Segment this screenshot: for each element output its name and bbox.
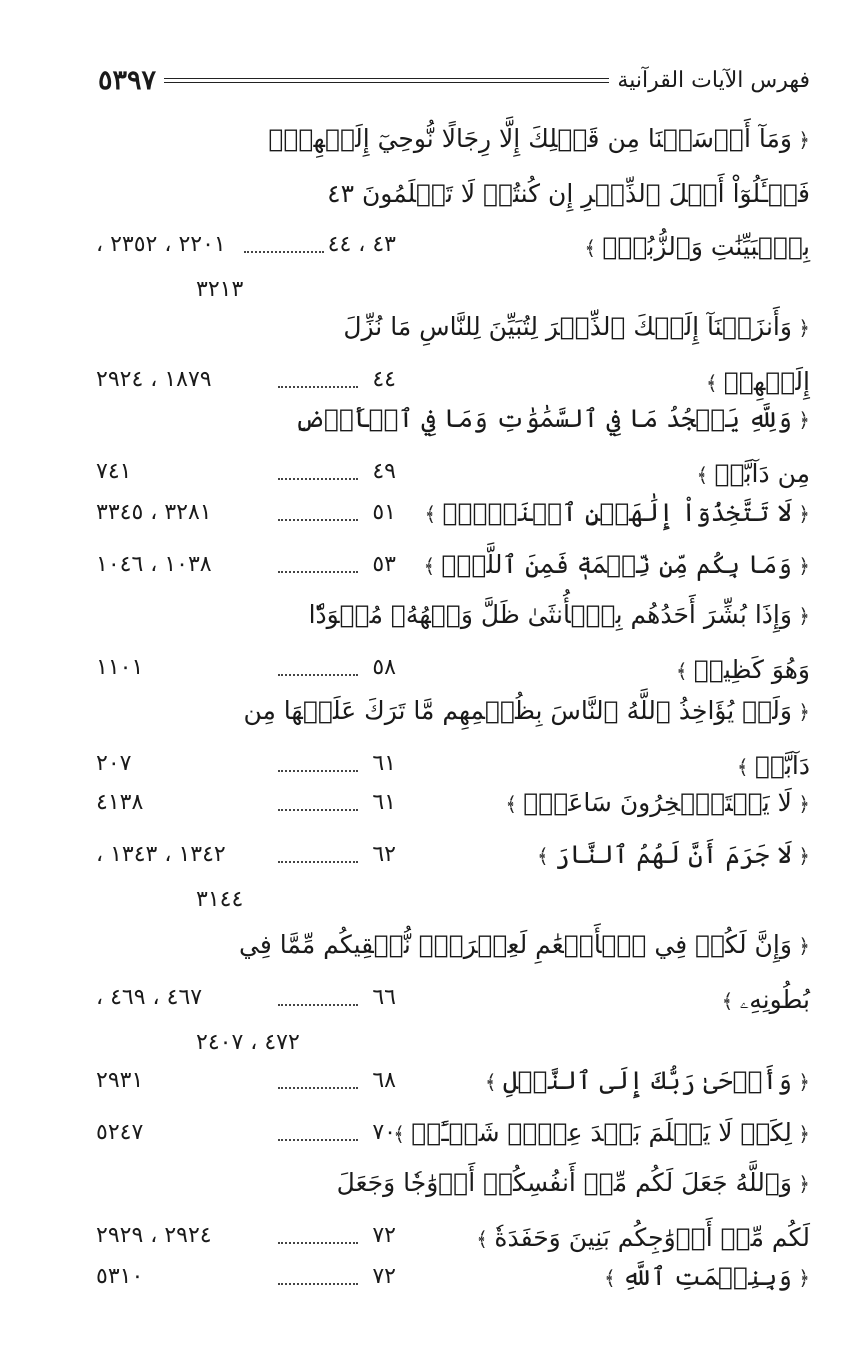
closing-bracket-ornament: ﴾ (476, 1227, 495, 1251)
verse-text (423, 538, 810, 593)
closing-bracket-ornament: ﴾ (705, 371, 724, 395)
hadith-references: ٤١٣٨ (96, 789, 144, 815)
reference-row (96, 1112, 396, 1152)
ayah-number: ٧٢ (372, 1222, 396, 1248)
dot-leader (278, 386, 358, 388)
dot-leader (278, 1242, 358, 1244)
verse-line (393, 1106, 810, 1161)
closing-bracket-ornament: ﴾ (423, 554, 442, 578)
reference-row (96, 451, 396, 491)
ayah-number: ٤٣ ، ٤٤ (327, 231, 396, 257)
hadith-references: ٤٦٧ ، ٤٦٩ ، (96, 984, 203, 1010)
closing-bracket-ornament: ﴾ (505, 792, 524, 816)
ayah-number: ٧٢ (372, 1263, 396, 1289)
verse-line-text: لِكَيۡ لَا يَعۡلَمَ بَعۡدَ عِلۡمٖ شَيۡـًٔاۚ (411, 1118, 792, 1147)
dot-leader (278, 1283, 358, 1285)
opening-bracket-ornament: ﴿ (791, 792, 810, 816)
reference-row (96, 1256, 396, 1296)
hadith-references: ٥٣١٠ (96, 1263, 144, 1289)
dot-leader (278, 674, 358, 676)
ayah-number: ٦١ (372, 789, 396, 815)
reference-row (96, 743, 396, 783)
opening-bracket-ornament: ﴿ (791, 316, 810, 340)
dot-leader (278, 1139, 358, 1141)
verse-text (393, 1106, 810, 1161)
verse-line-text: لَا يَسۡتَـٔۡخِرُونَ سَاعَةٗۖ (523, 788, 792, 817)
verse-line-text: لَا جَرَمَ أَنَّ لَهُمُ ٱلنَّارَ (555, 840, 792, 869)
verse-line (430, 220, 810, 275)
hadith-references: ٥٢٤٧ (96, 1119, 144, 1145)
closing-bracket-ornament: ﴾ (696, 463, 715, 487)
closing-bracket-ornament: ﴾ (536, 844, 556, 868)
closing-bracket-ornament: ﴾ (675, 659, 694, 683)
verse-line-text: فَسۡـَٔلُوٓاْ أَهۡلَ ٱلذِّكۡرِ إِن كُنتُمۡ لَا تَعۡلَمُونَ ٤٣ (327, 179, 810, 208)
dot-leader (278, 1004, 358, 1006)
closing-bracket-ornament: ﴾ (721, 989, 740, 1013)
verse-line (336, 1156, 810, 1211)
closing-bracket-ornament: ﴾ (604, 1266, 623, 1290)
ayah-number: ٦٨ (372, 1067, 396, 1093)
hadith-references: ٢٩٣١ (96, 1067, 144, 1093)
verse-line (308, 588, 810, 643)
hadith-references: ١٠٣٨ ، ١٠٤٦ (96, 551, 212, 577)
opening-bracket-ornament: ﴿ (791, 128, 810, 152)
reference-row (96, 1060, 396, 1100)
hadith-references: ٧٤١ (96, 458, 132, 484)
opening-bracket-ornament: ﴿ (791, 502, 810, 526)
verse-line (327, 167, 810, 220)
hadith-references-continued: ٣٢١٣ (196, 277, 244, 302)
ayah-number: ٥٨ (372, 654, 396, 680)
verse-line (430, 828, 810, 883)
reference-row (96, 834, 396, 874)
ayah-number: ٦٦ (372, 984, 396, 1010)
verse-line-text: وَأَوۡحَىٰ رَبُّكَ إِلَى ٱلنَّحۡلِ (502, 1066, 792, 1095)
verse-line (430, 776, 810, 831)
verse-line-text: وَهُوَ كَظِيمٞ (693, 655, 810, 684)
hadith-references-continued: ٤٧٢ ، ٢٤٠٧ (196, 1030, 300, 1055)
verse-line-text: دَآبَّةٖ (754, 751, 810, 780)
dot-leader (278, 519, 358, 521)
reference-row (96, 492, 396, 532)
verse-line-text: وَأَنزَلۡنَآ إِلَيۡكَ ٱلذِّكۡرَ لِتُبَيِّنَ لِلنَّاسِ مَا نُزِّلَ (343, 312, 792, 341)
opening-bracket-ornament: ﴿ (791, 1122, 810, 1146)
verse-line (430, 973, 810, 1028)
verse-text (430, 776, 810, 831)
dot-leader (244, 251, 324, 253)
dot-leader (278, 770, 358, 772)
ayah-number: ٥٣ (372, 551, 396, 577)
verse-line (430, 1054, 810, 1109)
verse-line-text: وَمَا بِكُم مِّن نِّعۡمَةٖ فَمِنَ ٱللَّهِۖ (441, 550, 792, 579)
reference-row (96, 977, 396, 1017)
verse-line-text: وَإِنَّ لَكُمۡ فِي ٱلۡأَنۡعَٰمِ لَعِبۡرَةٗۖ نُّسۡقِيكُم مِّمَّا فِي (239, 930, 792, 959)
opening-bracket-ornament: ﴿ (791, 844, 810, 868)
verse-text (430, 1054, 810, 1109)
verse-line (430, 1250, 810, 1305)
index-title: فهرس الآيات القرآنية (617, 67, 810, 93)
verse-line-text: لَكُم مِّنۡ أَزۡوَٰجِكُم بَنِينَ وَحَفَدَةٗ (494, 1223, 810, 1252)
ayah-number: ٥١ (372, 499, 396, 525)
verse-line (243, 684, 810, 739)
closing-bracket-ornament: ﴾ (736, 755, 755, 779)
verse-line-text: وَلِلَّهِ يَسۡجُدُ مَا فِي ٱلسَّمَٰوَٰتِ وَمَا فِي ٱلۡأَرۡضِ (294, 404, 792, 433)
closing-bracket-ornament: ﴾ (393, 1122, 412, 1146)
verse-line-text: وَمَآ أَرۡسَلۡنَا مِن قَبۡلِكَ إِلَّا رِجَالًا نُّوحِيٓ إِلَيۡهِمۡۚ (268, 124, 792, 153)
verse-line (424, 486, 810, 541)
closing-bracket-ornament: ﴾ (584, 236, 603, 260)
closing-bracket-ornament: ﴾ (424, 502, 443, 526)
closing-bracket-ornament: ﴾ (484, 1070, 503, 1094)
opening-bracket-ornament: ﴿ (791, 1070, 810, 1094)
opening-bracket-ornament: ﴿ (791, 1172, 810, 1196)
reference-row (96, 224, 396, 264)
ayah-number: ٦١ (372, 750, 396, 776)
verse-text (430, 1250, 810, 1305)
verse-line (239, 918, 810, 973)
verse-line-text: وَلَوۡ يُؤَاخِذُ ٱللَّهُ ٱلنَّاسَ بِظُلۡمِهِم مَّا تَرَكَ عَلَيۡهَا مِن (243, 696, 792, 725)
hadith-references-continued: ٣١٤٤ (196, 887, 244, 912)
hadith-references: ١٨٧٩ ، ٢٩٢٤ (96, 366, 212, 392)
opening-bracket-ornament: ﴿ (791, 604, 810, 628)
verse-line-text: بِٱلۡبَيِّنَٰتِ وَٱلزُّبُرِۗ (602, 232, 810, 261)
ayah-number: ٤٤ (372, 366, 396, 392)
verse-line-text: وَإِذَا بُشِّرَ أَحَدُهُم بِٱلۡأُنثَىٰ ظَلَّ وَجۡهُهُۥ مُسۡوَدّٗا (308, 600, 792, 629)
dot-leader (278, 809, 358, 811)
verse-line-text: بُطُونِهِۦ (739, 985, 810, 1014)
verse-line-text: وَٱللَّهُ جَعَلَ لَكُم مِّنۡ أَنفُسِكُمۡ أَزۡوَٰجٗا وَجَعَلَ (336, 1168, 792, 1197)
hadith-references: ١١٠١ (96, 654, 144, 680)
verse-line-text: مِن دَآبَّةٖ (714, 459, 810, 488)
dot-leader (278, 571, 358, 573)
opening-bracket-ornament: ﴿ (791, 1266, 810, 1290)
opening-bracket-ornament: ﴿ (791, 700, 810, 724)
verse-line (294, 392, 810, 447)
opening-bracket-ornament: ﴿ (791, 934, 810, 958)
opening-bracket-ornament: ﴿ (791, 408, 810, 432)
hadith-references: ٣٢٨١ ، ٣٣٤٥ (96, 499, 212, 525)
hadith-references: ١٣٤٢ ، ١٣٤٣ ، (96, 841, 226, 867)
verse-line-text: إِلَيۡهِمۡ (723, 367, 810, 396)
verse-line (343, 300, 810, 355)
verse-line-text: لَا تَتَّخِذُوٓاْ إِلَٰهَيۡنِ ٱثۡنَيۡنِۖ (442, 498, 792, 527)
ayah-number: ٦٢ (372, 841, 396, 867)
ayah-number: ٤٩ (372, 458, 396, 484)
ayah-number: ٧٠ (372, 1119, 396, 1145)
reference-row (96, 782, 396, 822)
verse-line-text: وَبِنِعۡمَتِ ٱللَّهِ (622, 1262, 792, 1291)
reference-row (96, 647, 396, 687)
verse-text (424, 486, 810, 541)
dot-leader (278, 1087, 358, 1089)
opening-bracket-ornament: ﴿ (791, 554, 810, 578)
verse-line (268, 112, 810, 167)
page-number: ٥٣٩٧ (98, 64, 157, 96)
reference-row (96, 544, 396, 584)
dot-leader (278, 861, 358, 863)
page-header (98, 62, 810, 98)
header-rule (164, 78, 609, 83)
dot-leader (278, 478, 358, 480)
reference-row (96, 1215, 396, 1255)
hadith-references: ٢٠٧ (96, 750, 132, 776)
verse-line (423, 538, 810, 593)
hadith-references: ٢٢٠١ ، ٢٣٥٢ ، (96, 231, 226, 257)
verse-text (430, 828, 810, 883)
hadith-references: ٢٩٢٤ ، ٢٩٢٩ (96, 1222, 212, 1248)
